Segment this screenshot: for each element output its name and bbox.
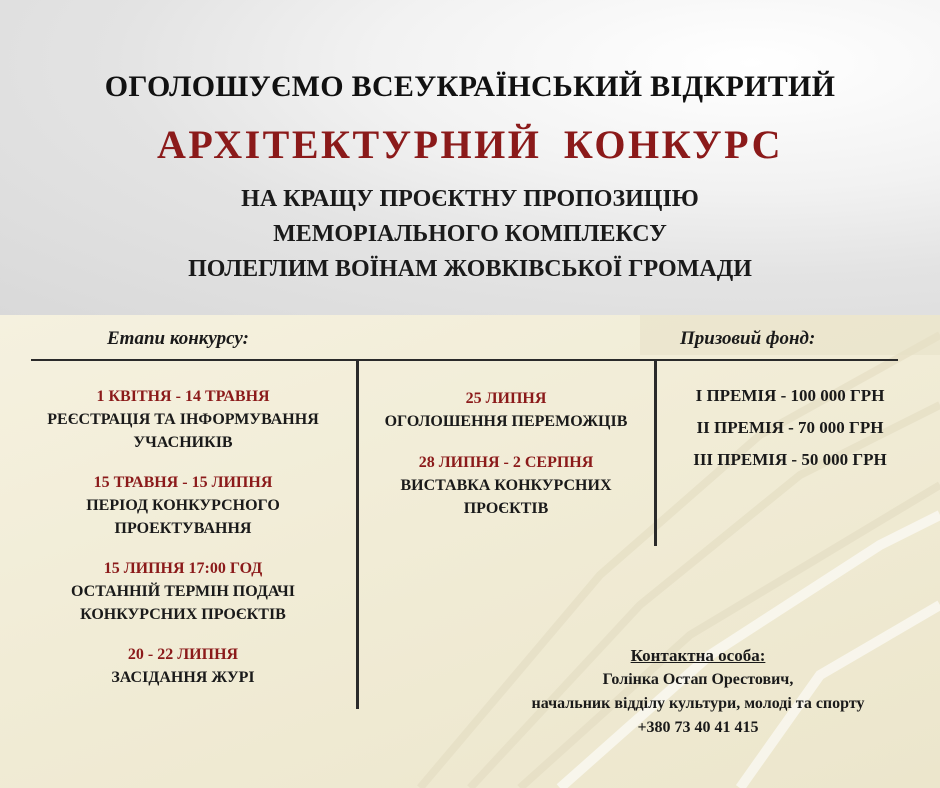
contact-title: Контактна особа:: [630, 646, 766, 665]
column-divider-right: [654, 361, 657, 546]
stages-header: Етапи конкурсу:: [107, 328, 249, 349]
prize-second: II ПРЕМІЯ - 70 000 ГРН: [696, 418, 884, 437]
contact-block: [498, 644, 898, 740]
header-divider: [31, 359, 898, 361]
stage-description: УЧАСНИКІВ: [133, 434, 233, 451]
stage-item: [366, 451, 646, 520]
heading-contest-title: АРХІТЕКТУРНИЙ КОНКУРС: [157, 122, 783, 167]
stage-date: 25 ЛИПНЯ: [465, 390, 547, 407]
stage-description: ПЕРІОД КОНКУРСНОГО: [86, 497, 280, 514]
stage-item: [30, 471, 336, 540]
stage-description: ОСТАННІЙ ТЕРМІН ПОДАЧІ: [71, 583, 295, 600]
contact-phone: +380 73 40 41 415: [637, 719, 759, 736]
stage-description: ВИСТАВКА КОНКУРСНИХ: [400, 477, 612, 494]
stage-description: РЕЄСТРАЦІЯ ТА ІНФОРМУВАННЯ: [47, 411, 319, 428]
stage-date: 28 ЛИПНЯ - 2 СЕРПНЯ: [418, 454, 594, 471]
stage-item: [30, 385, 336, 454]
stage-description: ПРОЄКТІВ: [463, 500, 549, 517]
heading-line-1: ОГОЛОШУЄМО ВСЕУКРАЇНСЬКИЙ ВІДКРИТИЙ: [104, 70, 836, 103]
stage-item: [366, 387, 646, 433]
contact-position: начальник відділу культури, молоді та спорту: [531, 695, 865, 712]
stage-date: 20 - 22 ЛИПНЯ: [127, 646, 239, 663]
heading-line-4: МЕМОРІАЛЬНОГО КОМПЛЕКСУ: [273, 221, 667, 247]
heading-line-3: НА КРАЩУ ПРОЄКТНУ ПРОПОЗИЦІЮ: [241, 186, 699, 212]
stage-description: КОНКУРСНИХ ПРОЄКТІВ: [80, 606, 286, 623]
contact-name: Голінка Остап Орестович,: [602, 671, 794, 688]
prize-third: III ПРЕМІЯ - 50 000 ГРН: [693, 450, 887, 469]
stage-description: ПРОЕКТУВАННЯ: [114, 520, 252, 537]
stage-date: 15 ТРАВНЯ - 15 ЛИПНЯ: [93, 474, 273, 491]
prize-first: I ПРЕМІЯ - 100 000 ГРН: [695, 386, 885, 405]
prize-header: Призовий фонд:: [680, 328, 816, 349]
stage-description: ЗАСІДАННЯ ЖУРІ: [111, 669, 255, 686]
stage-date: 1 КВІТНЯ - 14 ТРАВНЯ: [96, 388, 270, 405]
column-divider-left: [356, 361, 359, 709]
stage-item: [30, 557, 336, 626]
stage-description: ОГОЛОШЕННЯ ПЕРЕМОЖЦІВ: [384, 413, 628, 430]
heading-line-5: ПОЛЕГЛИМ ВОЇНАМ ЖОВКІВСЬКОЇ ГРОМАДИ: [188, 256, 752, 282]
stage-item: [30, 643, 336, 689]
stage-date: 15 ЛИПНЯ 17:00 ГОД: [103, 560, 263, 577]
